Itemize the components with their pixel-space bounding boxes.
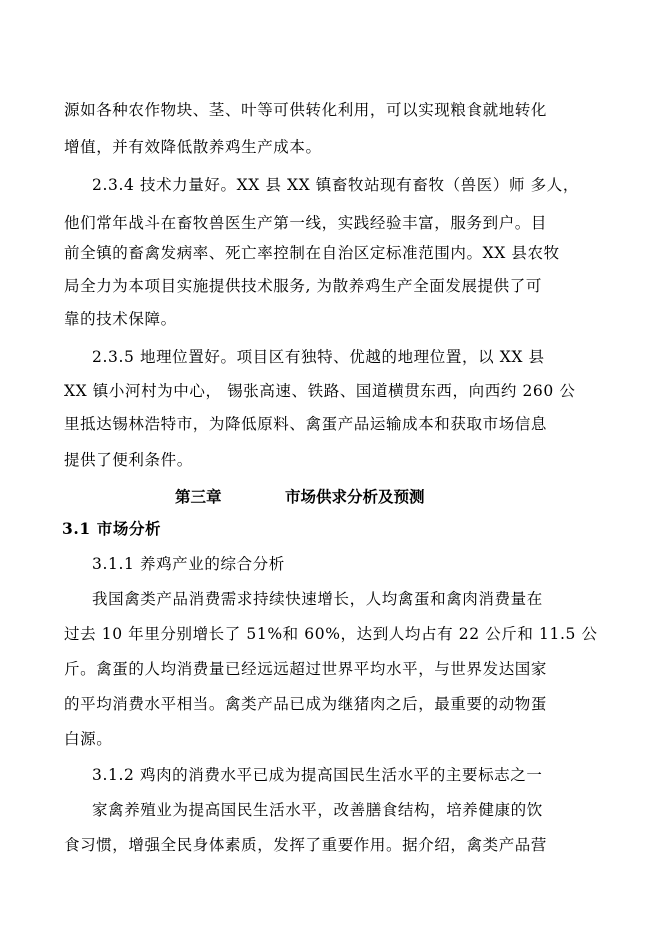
subsection-heading: 3.1.2 鸡肉的消费水平已成为提高国民生活水平的主要标志之一	[92, 766, 543, 784]
paragraph-line: 过去 10 年里分别增长了 51%和 60%，达到人均占有 22 公斤和 11.5 公	[64, 625, 598, 643]
subsection-heading: 3.1.1 养鸡产业的综合分析	[92, 555, 285, 573]
paragraph-line: 增值，并有效降低散养鸡生产成本。	[64, 138, 322, 156]
paragraph-line: 白源。	[64, 730, 113, 748]
paragraph-line: 家禽养殖业为提高国民生活水平，改善膳食结构，培养健康的饮	[92, 801, 543, 819]
chapter-title: 市场供求分析及预测	[285, 487, 425, 506]
paragraph-line: 的平均消费水平相当。禽类产品已成为继猪肉之后，最重要的动物蛋	[64, 695, 548, 713]
chapter-heading	[0, 485, 662, 507]
paragraph-line: 2.3.4 技术力量好。XX 县 XX 镇畜牧站现有畜牧（兽医）师 多人，	[92, 176, 579, 194]
paragraph-line: 斤。禽蛋的人均消费量已经远远超过世界平均水平，与世界发达国家	[64, 660, 548, 678]
section-heading: 3.1 市场分析	[62, 519, 162, 538]
paragraph-line: 提供了便利条件。	[64, 451, 193, 469]
paragraph-line: 局全力为本项目实施提供技术服务, 为散养鸡生产全面发展提供了可	[64, 277, 542, 295]
paragraph-line: 靠的技术保障。	[64, 310, 177, 328]
paragraph-line: 他们常年战斗在畜牧兽医生产第一线，实践经验丰富，服务到户。目	[64, 214, 548, 232]
paragraph-line: 源如各种农作物块、茎、叶等可供转化利用，可以实现粮食就地转化	[64, 101, 548, 119]
paragraph-line: 我国禽类产品消费需求持续快速增长，人均禽蛋和禽肉消费量在	[92, 590, 543, 608]
paragraph-line: 里抵达锡林浩特市，为降低原料、禽蛋产品运输成本和获取市场信息	[64, 415, 548, 433]
paragraph-line: 2.3.5 地理位置好。项目区有独特、优越的地理位置，以 XX 县	[92, 348, 545, 366]
chapter-number: 第三章	[175, 487, 222, 506]
paragraph-line: 前全镇的畜禽发病率、死亡率控制在自治区定标准范围内。XX 县农牧	[64, 244, 560, 262]
paragraph-line: XX 镇小河村为中心， 锡张高速、铁路、国道横贯东西，向西约 260 公	[64, 382, 576, 400]
paragraph-line: 食习惯，增强全民身体素质，发挥了重要作用。据介绍，禽类产品营	[64, 836, 548, 854]
